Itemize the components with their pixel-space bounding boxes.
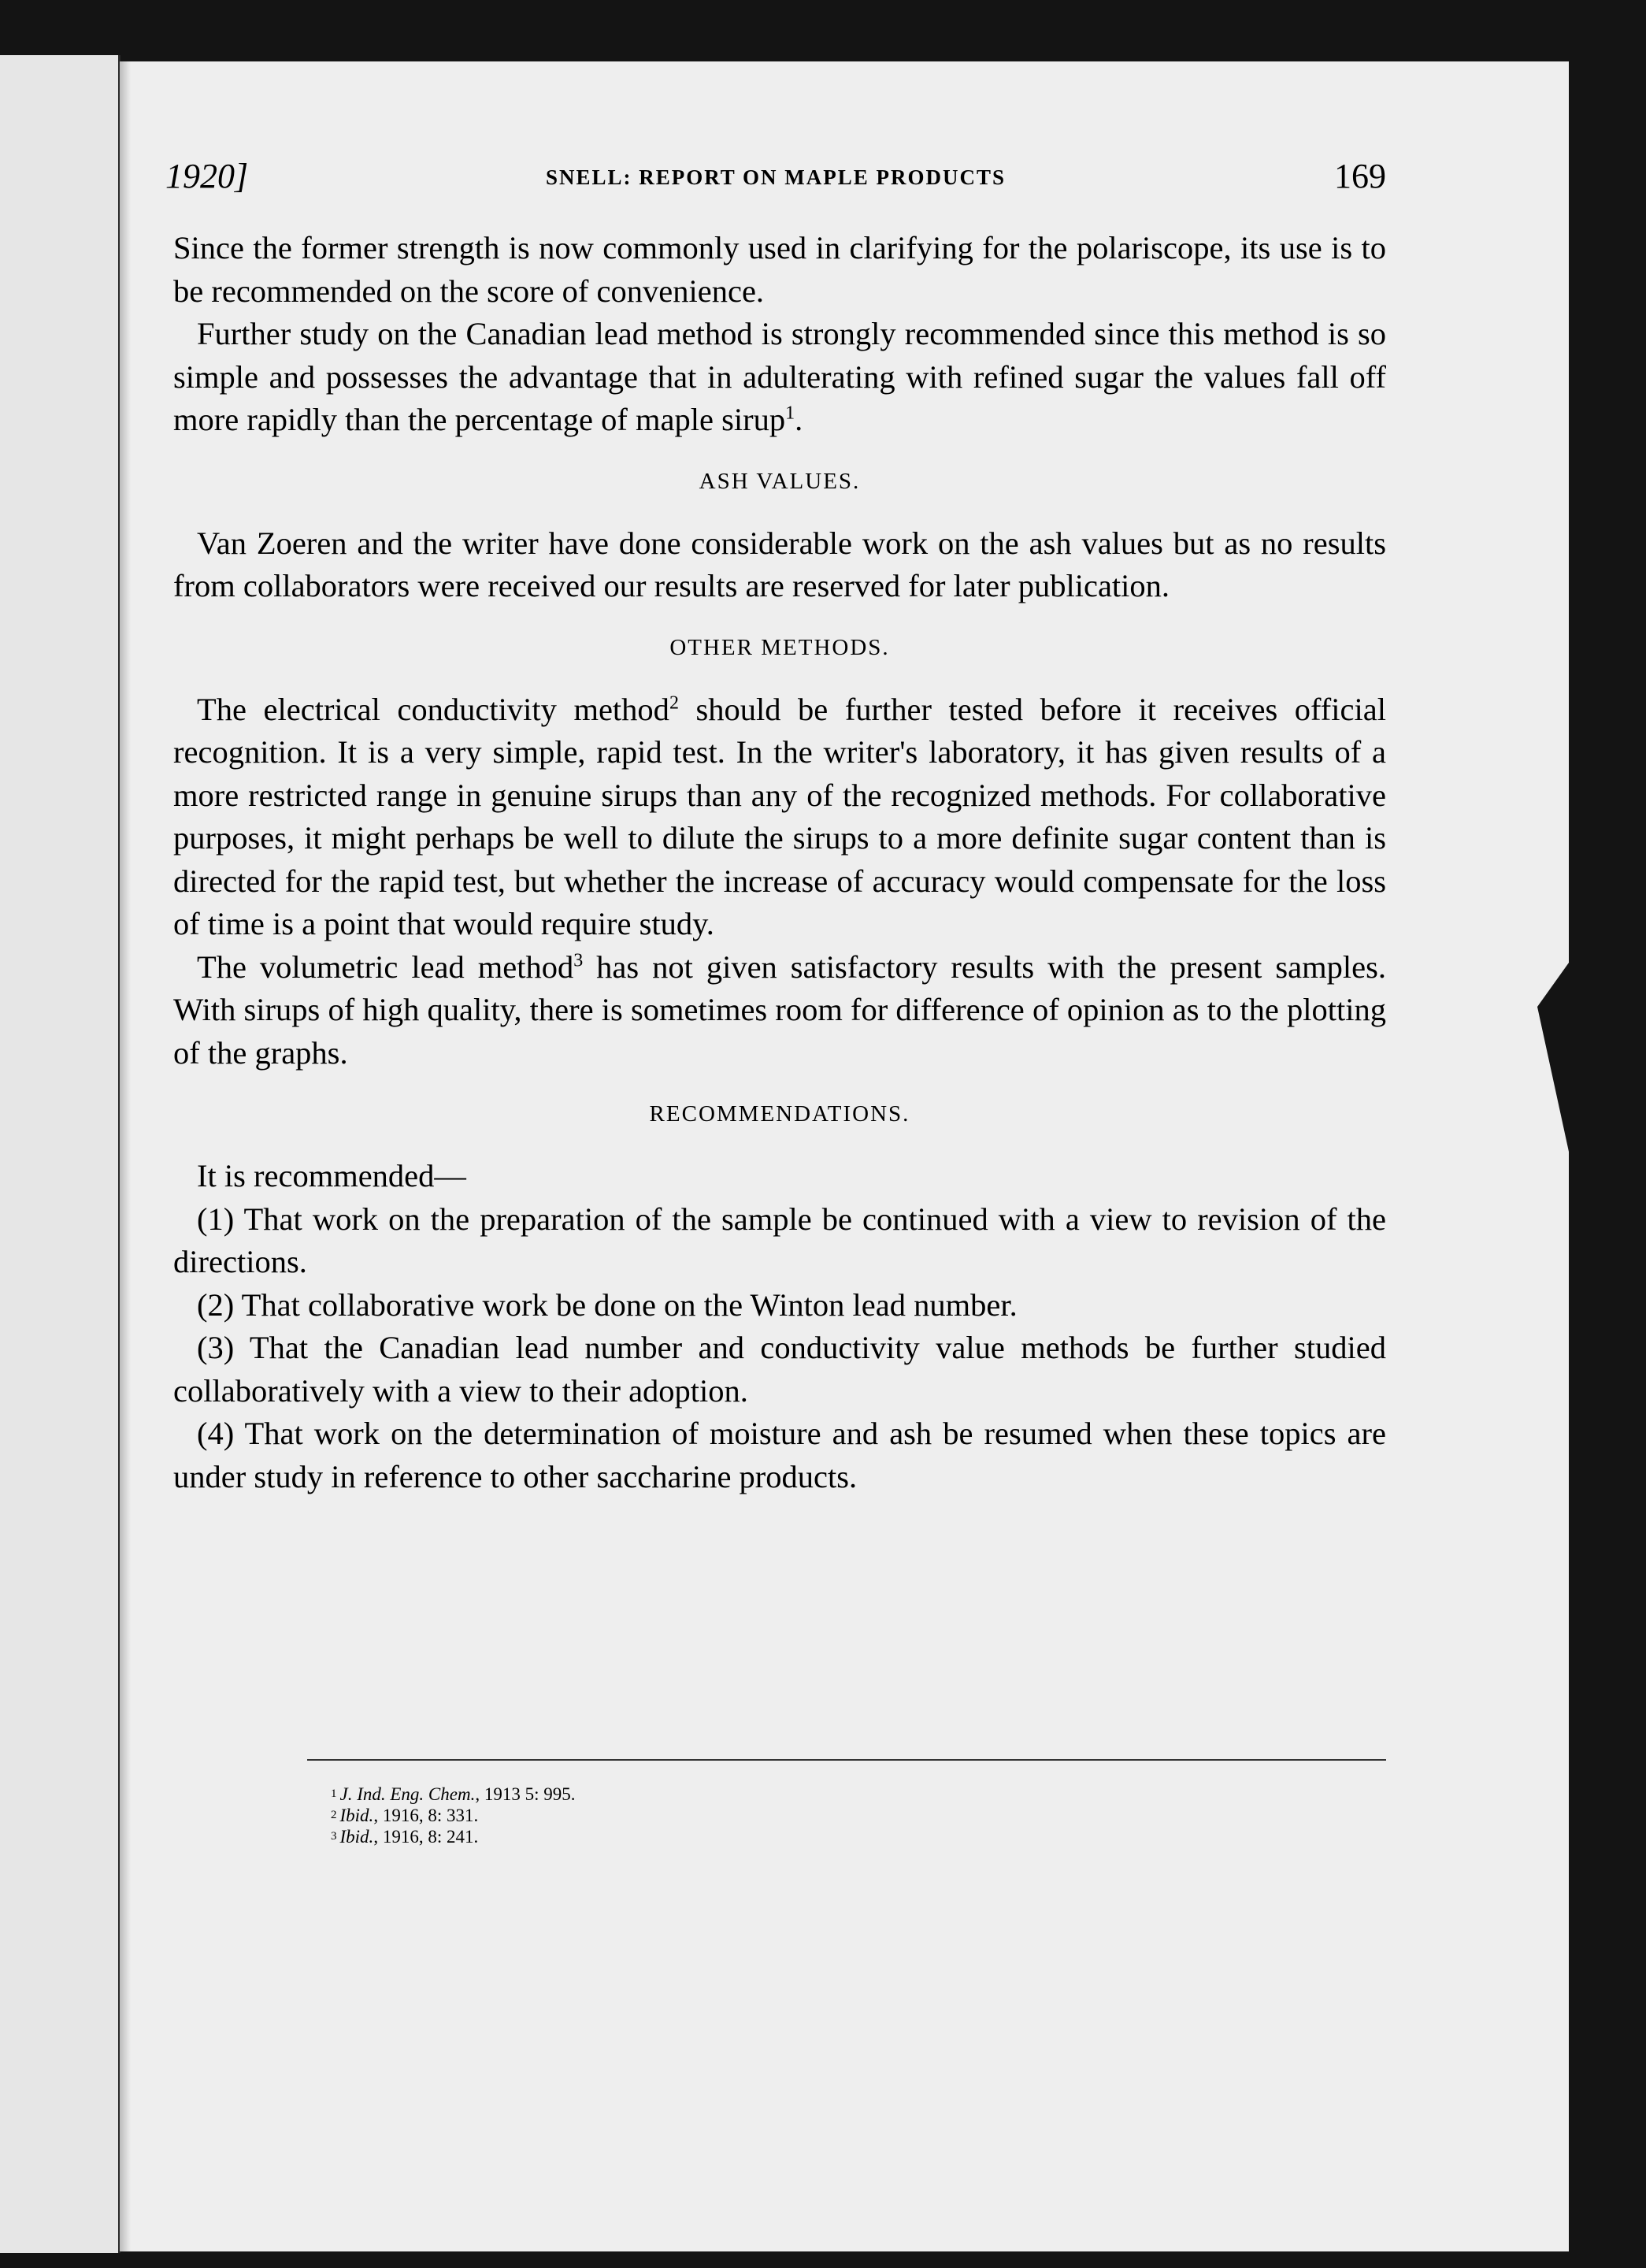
- recommendation-1: (1) That work on the preparation of the sample be continued with a view to revision of the directions.: [173, 1201, 1386, 1279]
- footnote-ref-1: 1: [785, 403, 795, 424]
- running-title: SNELL: REPORT ON MAPLE PRODUCTS: [545, 165, 1007, 189]
- footnote-source: Ibid.: [339, 1827, 374, 1847]
- paragraph-conductivity-rest: should be further tested before it receives official recognition. It is a very simple, rapid test. In the writer's laboratory, it has given results of a more restricted range in genuine sirups than any of the recognized methods. For collaborative purposes, it might perhaps be well to dilute the sirups to a more definite sugar content than is directed for the rapid test, but whether the increase of accuracy would compensate for the loss of time is a point that would require study.: [173, 691, 1387, 941]
- paragraph-canadian-lead: [173, 313, 1386, 442]
- footnote-detail: , 1916, 8: 241.: [373, 1827, 479, 1847]
- heading-recommendations: RECOMMENDATIONS.: [649, 1101, 910, 1127]
- footnote-source: J. Ind. Eng. Chem.: [339, 1784, 476, 1804]
- footnote-detail: , 1913 5: 995.: [475, 1784, 576, 1804]
- paragraph-canadian-lead-text: Further study on the Canadian lead method is strongly recommended since this method is so simple and possesses the advantage that in adulterating with refined sugar the values fall off more rapidly than the percentage of maple sirup: [173, 316, 1386, 437]
- paragraph-clarifying: Since the former strength is now commonly used in clarifying for the polariscope, its use is to be recommended on the score of convenience.: [173, 230, 1386, 309]
- page-gutter-shadow: [120, 61, 131, 2251]
- footnote-divider: [307, 1759, 1386, 1761]
- paragraph-canadian-lead-end: .: [795, 402, 803, 437]
- header-year: 1920]: [165, 157, 249, 195]
- page-number: 169: [1334, 157, 1386, 195]
- footnote-source: Ibid.: [339, 1806, 374, 1825]
- paragraph-ash-values: Van Zoeren and the writer have done considerable work on the ash values but as no results from collaborators were received our results are reserved for later publication.: [173, 525, 1386, 603]
- footnotes: [331, 1784, 575, 1847]
- footnote-mark: 2: [331, 1809, 337, 1821]
- footnote-ref-2: 2: [669, 692, 679, 713]
- footnote-mark: 3: [331, 1830, 337, 1843]
- footnote-3: [331, 1826, 575, 1847]
- paragraph-volumetric-rest: has not given satisfactory results with the present samples. With sirups of high quality, there is sometimes room for difference of opinion as to the plotting of the graphs.: [173, 948, 1386, 1071]
- page-tear: [1537, 952, 1577, 1188]
- recommendation-3: (3) That the Canadian lead number and conductivity value methods be further studied collaboratively with a view to their adoption.: [173, 1330, 1386, 1409]
- heading-other-methods: OTHER METHODS.: [669, 634, 890, 660]
- paragraph-conductivity: [173, 689, 1386, 946]
- running-header: [165, 156, 1386, 203]
- body-text: [173, 227, 1386, 1498]
- paragraph-conductivity-start: The electrical conductivity method: [197, 691, 669, 727]
- footnote-detail: , 1916, 8: 331.: [373, 1806, 479, 1825]
- adjacent-page-edge: [0, 55, 120, 2253]
- paragraph-volumetric-lead: [173, 946, 1386, 1075]
- paragraph-volumetric-start: The volumetric lead method: [197, 948, 574, 985]
- heading-ash-values: ASH VALUES.: [699, 468, 861, 494]
- recommendation-4: (4) That work on the determination of moisture and ash be resumed when these topics are under study in reference to other saccharine products.: [173, 1416, 1386, 1494]
- recommendation-intro: It is recommended—: [197, 1158, 466, 1193]
- recommendation-2: (2) That collaborative work be done on the Winton lead number.: [197, 1286, 1018, 1323]
- footnote-2: [331, 1805, 575, 1826]
- footnote-1: [331, 1784, 575, 1805]
- footnote-mark: 1: [331, 1787, 337, 1800]
- footnote-ref-3: 3: [573, 950, 584, 971]
